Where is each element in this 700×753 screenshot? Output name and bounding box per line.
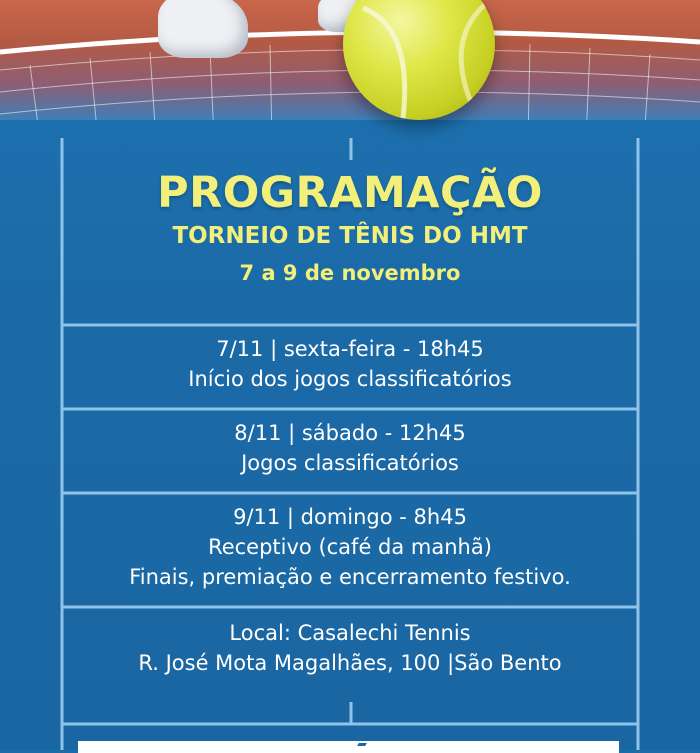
day-2-activity: Jogos classificatórios [241,451,459,475]
schedule-day-1 [62,334,638,394]
day-1-date-time: 7/11 | sexta-feira - 18h45 [216,337,484,361]
day-3-activity-2: Finais, premiação e encerramento festivo. [129,565,571,589]
location-info [62,618,638,678]
program-header [62,168,638,285]
day-3-date-time: 9/11 | domingo - 8h45 [233,505,467,529]
location-venue: Local: Casalechi Tennis [229,621,471,645]
schedule-day-3 [62,502,638,592]
left-shoe [158,0,248,58]
schedule-day-2 [62,418,638,478]
tournament-dates: 7 a 9 de novembro [239,261,461,285]
day-3-activity-1: Receptivo (café da manhã) [208,535,492,559]
bottom-banner-accent [357,743,367,746]
tournament-name: TORNEIO DE TÊNIS DO HMT [172,223,528,249]
location-address: R. José Mota Magalhães, 100 |São Bento [138,651,562,675]
day-2-date-time: 8/11 | sábado - 12h45 [234,421,466,445]
page-title: PROGRAMAÇÃO [157,168,543,218]
day-1-activity: Início dos jogos classificatórios [188,367,512,391]
bottom-banner [78,741,619,753]
